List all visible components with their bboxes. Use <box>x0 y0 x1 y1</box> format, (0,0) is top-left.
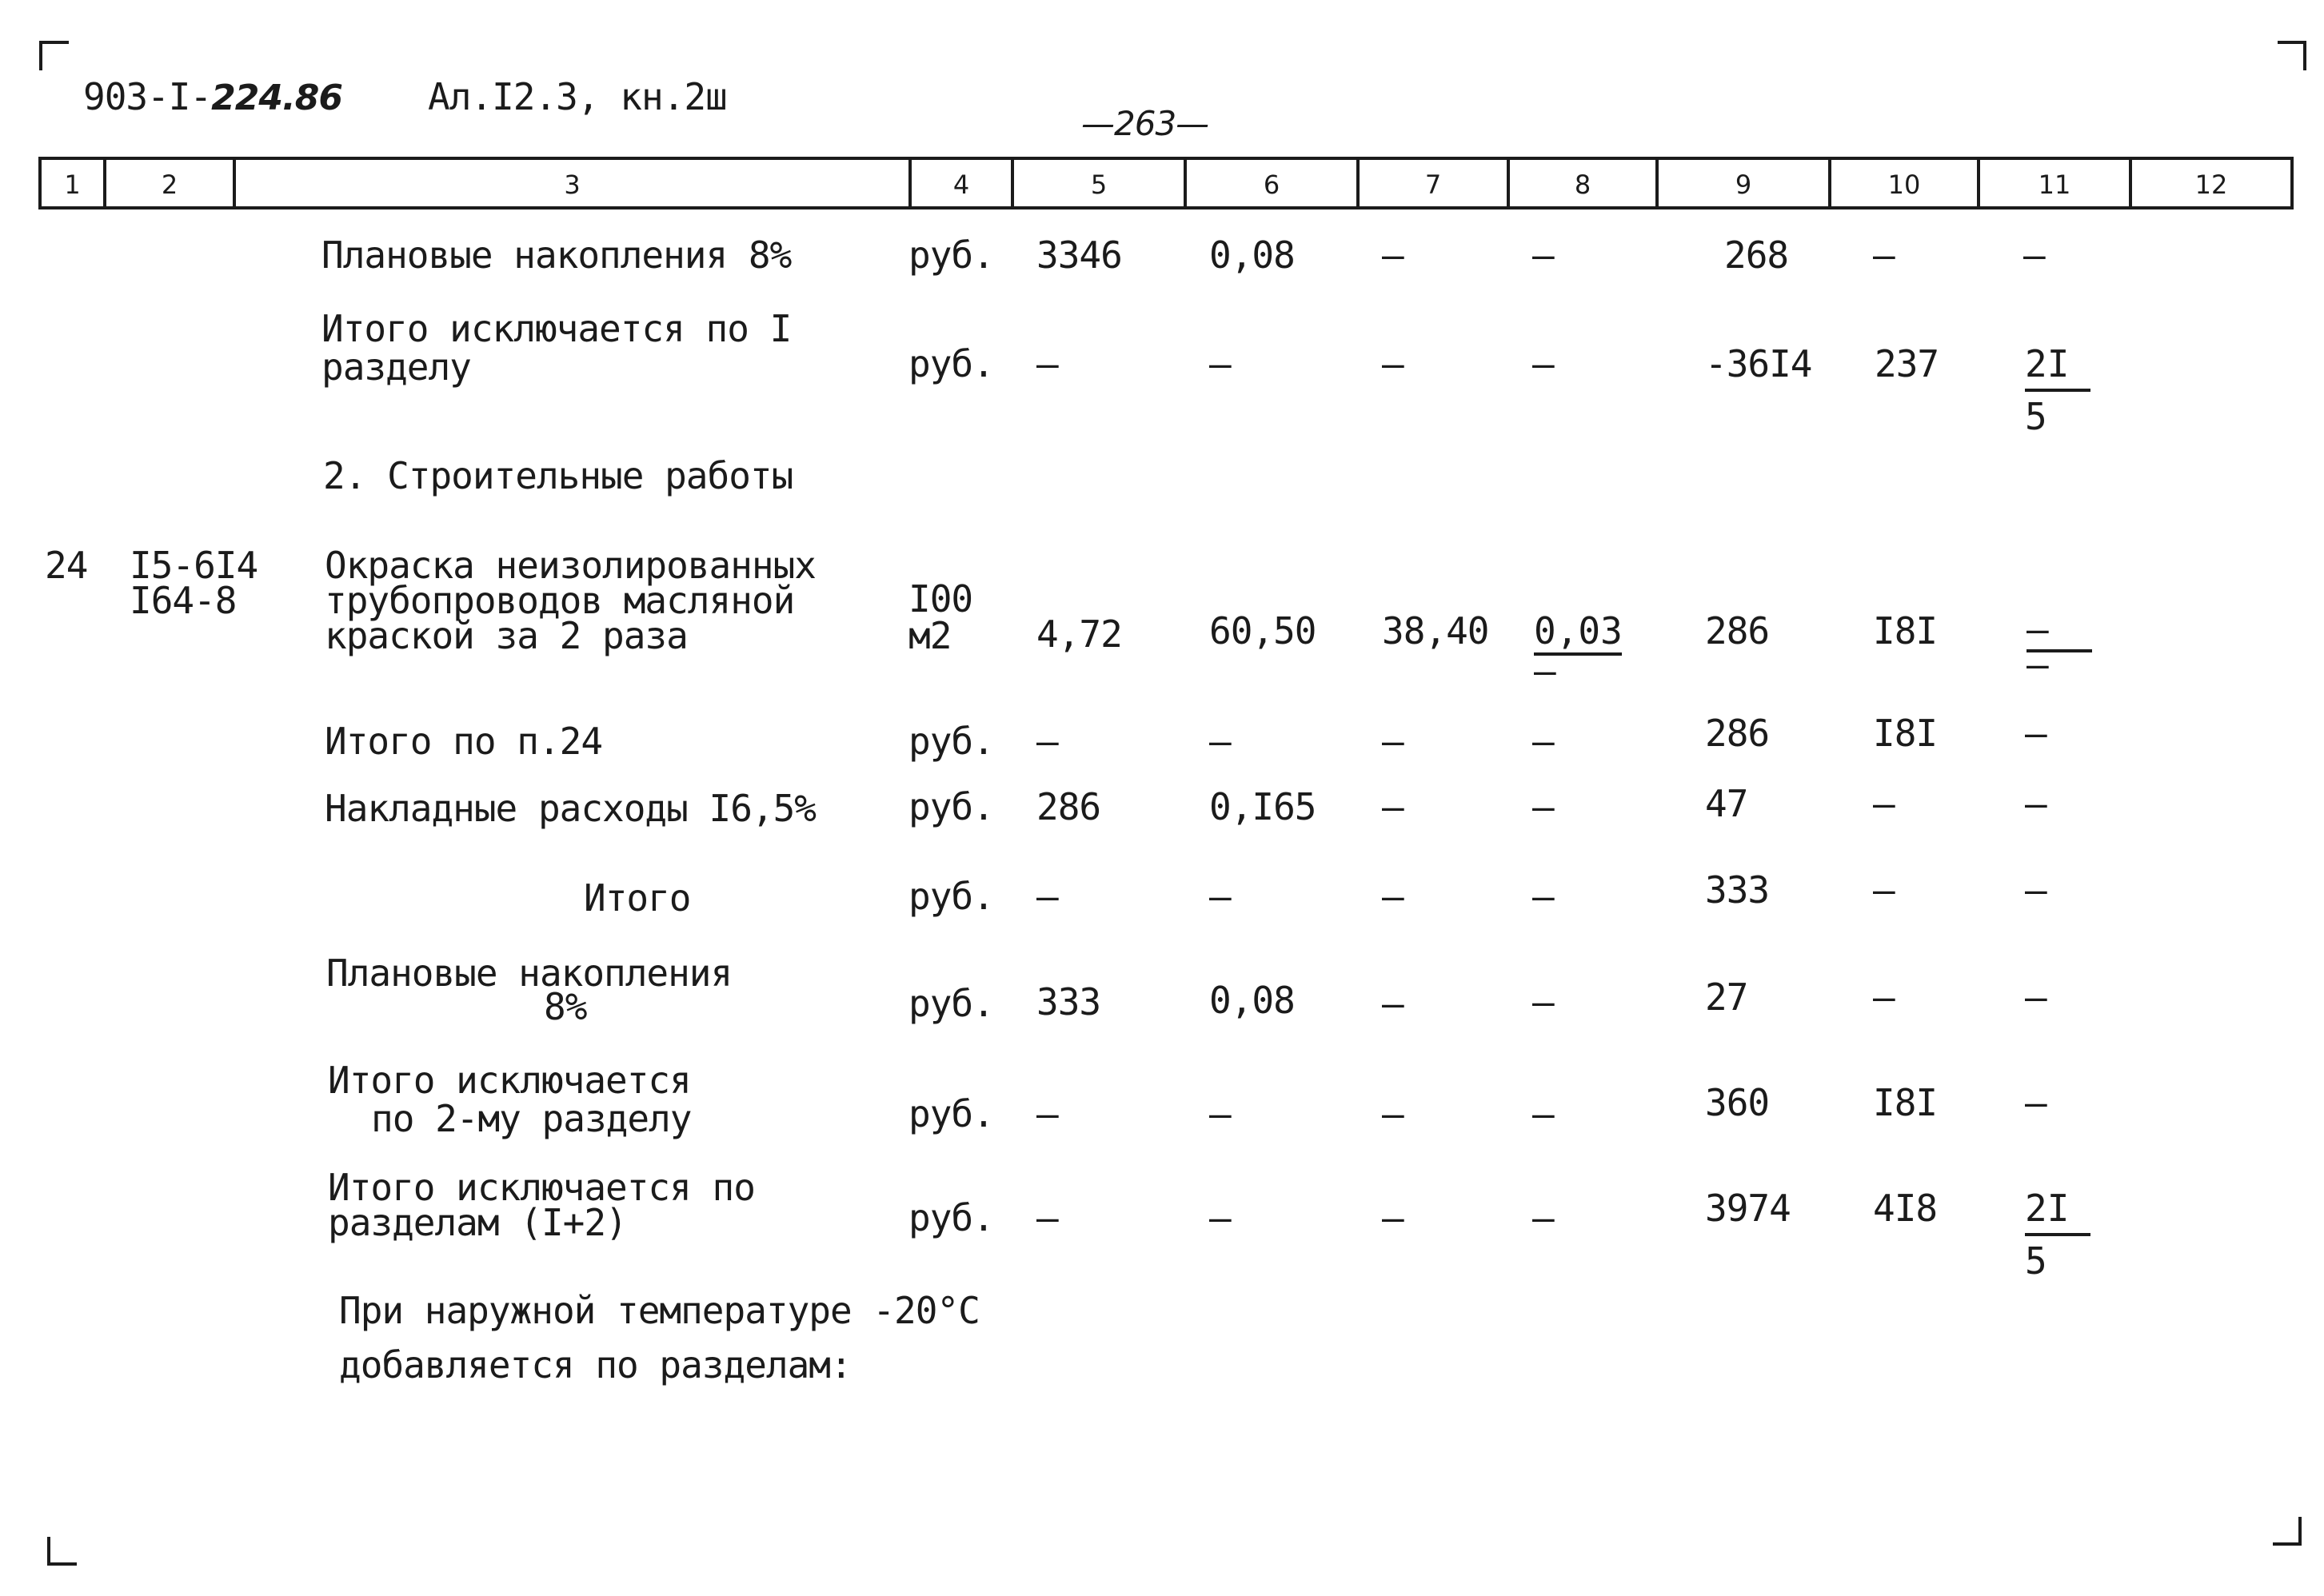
row-col8-fraction <box>1534 609 1623 692</box>
corner-mark-bottom-left <box>46 1535 78 1567</box>
fraction-denominator: 5 <box>2025 1239 2047 1283</box>
row-col11: – <box>2025 1081 2046 1124</box>
row-description-line2: разделам (I+2) <box>328 1201 627 1244</box>
row-col6: 0,I65 <box>1209 785 1316 828</box>
row-col6: 60,50 <box>1209 609 1316 652</box>
row-col9: 3974 <box>1705 1187 1791 1230</box>
row-col5: – <box>1036 720 1058 763</box>
row-col8: – <box>1532 342 1554 385</box>
row-col10: 4I8 <box>1873 1187 1938 1230</box>
row-col10: – <box>1873 782 1895 825</box>
row-col7: – <box>1382 982 1404 1025</box>
row-col7: – <box>1382 785 1404 828</box>
row-col5: – <box>1036 1196 1058 1239</box>
row-col6: 0,08 <box>1209 233 1295 277</box>
row-col6: – <box>1209 1092 1231 1135</box>
row-col10: – <box>1873 233 1895 277</box>
row-unit-line2: м2 <box>908 614 952 657</box>
row-description-line1: Окраска неизолированных <box>325 544 816 587</box>
row-col6: 0,08 <box>1209 979 1295 1022</box>
column-header-7: 7 <box>1360 160 1510 209</box>
row-col5: 3346 <box>1036 233 1122 277</box>
row-col8: – <box>1532 233 1554 277</box>
row-col7: – <box>1382 233 1404 277</box>
row-unit: руб. <box>908 785 994 828</box>
row-item-number: 24 <box>45 544 88 587</box>
row-col9: 27 <box>1705 976 1748 1019</box>
footer-note-line2: добавляется по разделам: <box>339 1343 852 1387</box>
row-col7: – <box>1382 342 1404 385</box>
fraction-denominator: 5 <box>2025 395 2047 438</box>
row-unit: руб. <box>908 342 994 385</box>
corner-mark-top-right <box>2276 40 2308 72</box>
row-col5: – <box>1036 1092 1058 1135</box>
row-col10: – <box>1873 976 1895 1019</box>
row-col7: – <box>1382 720 1404 763</box>
row-description-line2: трубопроводов масляной <box>325 579 795 622</box>
fraction-numerator: 0,03 <box>1534 612 1622 656</box>
footer-note-line1: При наружной температуре -20°С <box>339 1289 980 1332</box>
row-description-line3: краской за 2 раза <box>325 614 688 657</box>
row-col8: – <box>1532 1092 1554 1135</box>
row-col6: – <box>1209 720 1231 763</box>
row-col8: – <box>1532 785 1554 828</box>
row-col6: – <box>1209 342 1231 385</box>
row-col7: – <box>1382 1092 1404 1135</box>
column-header-9: 9 <box>1659 160 1831 209</box>
section-heading: 2. Строительные работы <box>323 454 793 497</box>
column-header-1: 1 <box>42 160 106 209</box>
column-header-3: 3 <box>236 160 912 209</box>
row-unit: руб. <box>908 875 994 918</box>
document-code <box>83 75 342 118</box>
row-description-line1: Плановые накопления <box>326 952 733 995</box>
corner-mark-top-left <box>38 40 70 72</box>
row-unit: руб. <box>908 982 994 1025</box>
row-description-line2: разделу <box>321 345 471 389</box>
document-code-suffix: 224.86 <box>211 78 342 118</box>
corner-mark-bottom-right <box>2271 1515 2303 1547</box>
row-col10: 237 <box>1875 342 1939 385</box>
row-col7: – <box>1382 1196 1404 1239</box>
row-description-line1: Итого исключается по I <box>321 307 792 350</box>
row-description-line2: по 2-му разделу <box>371 1097 692 1140</box>
row-unit: руб. <box>908 720 994 763</box>
row-col5: – <box>1036 342 1058 385</box>
row-col5: 4,72 <box>1036 612 1122 656</box>
column-header-4: 4 <box>912 160 1014 209</box>
row-description-line1: Итого исключается по <box>328 1166 755 1209</box>
row-code-line2: I64-8 <box>130 579 237 622</box>
column-header-2: 2 <box>106 160 236 209</box>
row-col10: I8I <box>1873 712 1938 755</box>
row-description: Итого по п.24 <box>325 720 603 763</box>
row-col10: – <box>1873 868 1895 912</box>
column-header-12: 12 <box>2194 170 2228 200</box>
row-col7: 38,40 <box>1382 609 1489 652</box>
row-col7: – <box>1382 875 1404 918</box>
row-col9: 333 <box>1705 868 1770 912</box>
row-col11-fraction <box>2025 1187 2090 1283</box>
album-reference: Ал.I2.3, кн.2ш <box>428 75 727 118</box>
row-col10: I8I <box>1873 609 1938 652</box>
column-header-11: 11 <box>1980 160 2132 209</box>
row-unit: руб. <box>908 1196 994 1239</box>
row-col8: – <box>1532 875 1554 918</box>
column-header-6: 6 <box>1187 160 1360 209</box>
row-unit: руб. <box>908 233 994 277</box>
row-col9: 47 <box>1705 782 1748 825</box>
row-col11: – <box>2023 233 2045 277</box>
row-col9: -36I4 <box>1705 342 1812 385</box>
row-col11: – <box>2025 868 2046 912</box>
fraction-numerator: – <box>2027 611 2092 652</box>
row-description-line2: 8% <box>544 985 587 1028</box>
row-col9: 268 <box>1724 233 1789 277</box>
row-col8: – <box>1532 1196 1554 1239</box>
row-col8: – <box>1532 980 1554 1023</box>
row-col5: 286 <box>1036 785 1101 828</box>
row-col11-fraction <box>2025 342 2090 438</box>
row-col11: – <box>2025 712 2046 755</box>
row-description-line1: Итого исключается <box>328 1059 691 1102</box>
row-col9: 360 <box>1705 1081 1770 1124</box>
row-col5: 333 <box>1036 980 1101 1023</box>
row-col9: 286 <box>1705 712 1770 755</box>
row-col5: – <box>1036 875 1058 918</box>
row-unit-line1: I00 <box>908 577 973 620</box>
fraction-numerator: 2I <box>2025 345 2090 392</box>
row-unit: руб. <box>908 1092 994 1135</box>
row-description: Плановые накопления 8% <box>321 233 792 277</box>
row-col10: I8I <box>1873 1081 1938 1124</box>
row-description: Итого <box>584 876 691 920</box>
row-col6: – <box>1209 1196 1231 1239</box>
document-code-prefix: 903-I- <box>83 75 212 118</box>
page-number: —263— <box>1081 104 1209 143</box>
row-col8: – <box>1532 720 1554 763</box>
row-col9: 286 <box>1705 609 1770 652</box>
column-header-5: 5 <box>1014 160 1187 209</box>
row-col6: – <box>1209 875 1231 918</box>
row-description: Накладные расходы I6,5% <box>325 787 816 830</box>
column-header-8: 8 <box>1510 160 1659 209</box>
row-col11: – <box>2025 782 2046 825</box>
fraction-denominator: – <box>2027 643 2049 686</box>
fraction-denominator: – <box>1534 649 1556 692</box>
column-header-10: 10 <box>1831 160 1980 209</box>
row-code-line1: I5-6I4 <box>130 544 258 587</box>
fraction-numerator: 2I <box>2025 1190 2090 1236</box>
row-col11: – <box>2025 976 2046 1019</box>
row-col11-fraction <box>2027 608 2092 686</box>
